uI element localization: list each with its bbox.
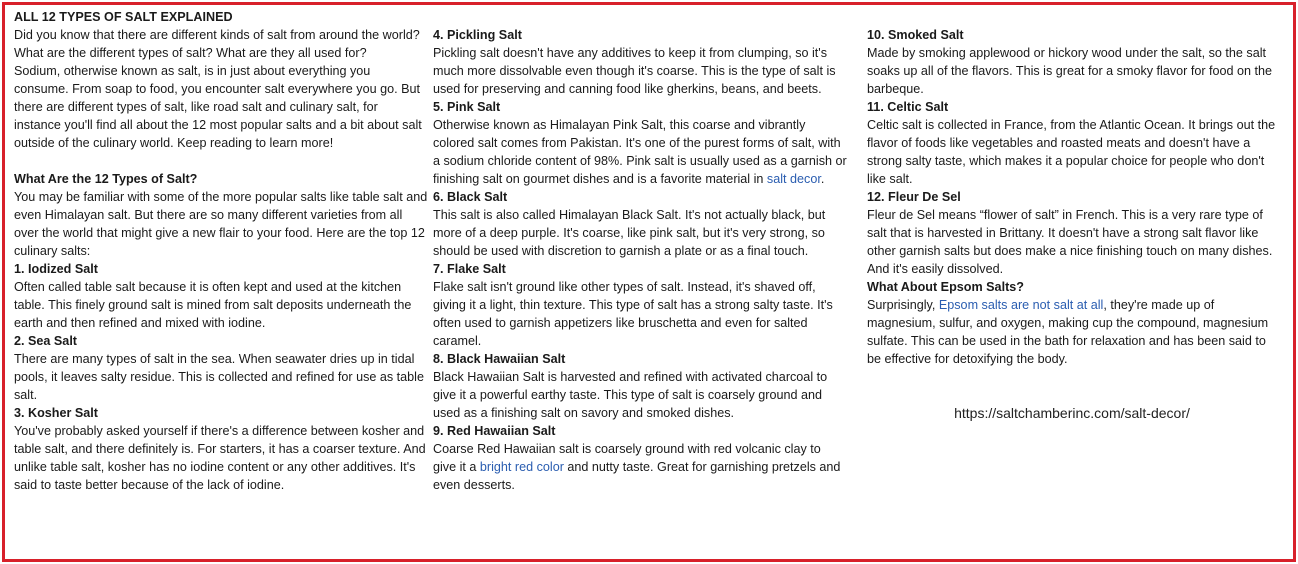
salt-heading-black: 6. Black Salt [433,190,508,204]
salt-heading-iodized: 1. Iodized Salt [14,262,98,276]
salt-heading-fleur-de-sel: 12. Fleur De Sel [867,190,961,204]
intro-paragraph-1: Did you know that there are different kinds of salt from around the world? What are the different types of salt? What are they all used for? [14,28,420,60]
salt-text-sea: There are many types of salt in the sea. When seawater dries up in tidal pools, it leaves salty residue. This is collected and refined for use as table salt. [14,352,424,402]
salt-text-pickling: Pickling salt doesn't have any additives to keep it from clumping, so it's much more dissolvable even though it's coarse. This is the type of salt is used for preserving and canning food like gherkins, beans, and beets. [433,46,836,96]
salt-heading-red-hawaiian: 9. Red Hawaiian Salt [433,424,556,438]
salt-heading-pink: 5. Pink Salt [433,100,501,114]
salt-text-celtic: Celtic salt is collected in France, from the Atlantic Ocean. It brings out the flavor of foods like vegetables and roasted meats and doesn't have a strong salty taste, which makes it a popular choice for people who don't like salt. [867,118,1276,186]
salt-decor-link[interactable]: salt decor [766,172,821,186]
salt-text-fleur-de-sel: Fleur de Sel means “flower of salt” in French. This is a very rare type of salt that is harvested in Brittany. It doesn't have a strong salt flavor like other garnish salts but does make a nice finishing touch on many dishes. And it's easily dissolved. [867,208,1273,276]
salt-text-kosher: You've probably asked yourself if there's a difference between kosher and table salt, and there definitely is. For starters, it has a coarser texture. And unlike table salt, kosher has no iodine content or any other additives. It's said to taste better because of the lack of iodine. [14,424,426,492]
section-text-types: You may be familiar with some of the more popular salts like table salt and even Himalayan salt. But there are so many different varieties from all over the world that might give a new flair to your food. Here are the top 12 culinary salts: [14,190,428,258]
epsom-link[interactable]: Epsom salts are not salt at all [938,298,1104,312]
epsom-text-start: Surprisingly, [867,298,939,312]
salt-heading-pickling: 4. Pickling Salt [433,28,522,42]
salt-text-black-hawaiian: Black Hawaiian Salt is harvested and refined with activated charcoal to give it a powerful earthy taste. This type of salt is coarsely ground and used as a finishing salt on savory and smoked dishes. [433,370,828,420]
salt-text-red-hawaiian-body: Coarse Red Hawaiian salt is coarsely ground with red volcanic clay to give it a [433,442,821,474]
salt-heading-celtic: 11. Celtic Salt [867,100,949,114]
salt-text-red-hawaiian-end: and nutty taste. Great for garnishing pretzels and even desserts. [433,460,841,492]
salt-heading-flake: 7. Flake Salt [433,262,506,276]
salt-text-black: This salt is also called Himalayan Black Salt. It's not actually black, but more of a deep purple. It's coarse, like pink salt, but it's very strong, so should be used with discretion to garnish a plate or as a final touch. [433,208,826,258]
salt-text-pink [433,116,847,188]
epsom-text-end: , they're made up of magnesium, sulfur, and oxygen, making cup the compound, magnesium sulfate. This can be used in the bath for relaxation and has been said to be effective for detoxifying the body. [867,298,1269,366]
section-heading-epsom: What About Epsom Salts? [867,280,1024,294]
article-title: ALL 12 TYPES OF SALT EXPLAINED [14,10,233,24]
salt-heading-smoked: 10. Smoked Salt [867,28,964,42]
salt-text-pink-end: . [820,172,825,186]
intro-paragraph-2: Sodium, otherwise known as salt, is in just about everything you consume. From soap to food, you encounter salt everywhere you go. But there are different types of salt, like road salt and culinary salt, for instance you'll find all about the 12 most popular salts and a bit about salt outside of the culinary world. Keep reading to learn more! [14,64,422,150]
salt-text-flake: Flake salt isn't ground like other types of salt. Instead, it's shaved off, giving it a light, thin texture. This type of salt has a strong salty taste. It's often used to garnish appetizers like bruschetta and even for salted caramel. [433,280,833,348]
salt-text-red-hawaiian [433,440,847,494]
section-text-epsom [867,296,1281,368]
source-url: https://saltchamberinc.com/salt-decor/ [954,405,1190,421]
column-3 [867,26,1281,422]
bright-red-color-link[interactable]: bright red color [479,460,564,474]
salt-text-iodized: Often called table salt because it is often kept and used at the kitchen table. This finely ground salt is mined from salt deposits underneath the earth and then refined and mixed with iodine. [14,280,412,330]
column-1 [14,8,428,494]
salt-heading-sea: 2. Sea Salt [14,334,78,348]
salt-heading-black-hawaiian: 8. Black Hawaiian Salt [433,352,566,366]
spacer [14,152,428,170]
salt-text-smoked: Made by smoking applewood or hickory wood under the salt, so the salt soaks up all of the flavors. This is great for a smoky flavor for food on the barbeque. [867,46,1273,96]
salt-heading-kosher: 3. Kosher Salt [14,406,98,420]
salt-text-pink-body: Otherwise known as Himalayan Pink Salt, this coarse and vibrantly colored salt comes from Pakistan. It's one of the purest forms of salt, with a sodium chloride content of 98%. Pink salt is usually used as a garnish or finishing salt on gourmet dishes and is a favorite material in [433,118,847,186]
column-2 [433,26,847,494]
section-heading-types: What Are the 12 Types of Salt? [14,172,198,186]
